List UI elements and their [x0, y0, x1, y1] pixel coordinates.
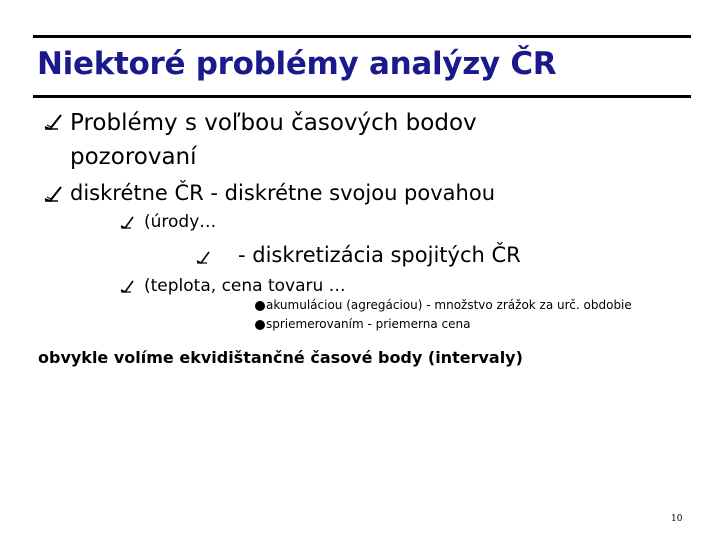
checkmark-icon [120, 216, 134, 229]
checkmark-icon [196, 251, 210, 264]
bottom-rule [33, 95, 691, 98]
bullet-dot-icon [255, 320, 265, 330]
bullet-problems-line2: pozorovaní [70, 144, 197, 170]
sub-bullet-temperature: (teplota, cena tovaru … [144, 276, 346, 296]
sub-bullet-harvest: (úrody… [144, 212, 217, 232]
checkmark-icon [44, 186, 62, 202]
checkmark-icon [44, 114, 62, 130]
sub-bullet-discretization: - diskretizácia spojitých ČR [238, 243, 521, 267]
bullet-discrete: diskrétne ČR - diskrétne svojou povahou [70, 181, 496, 205]
conclusion-text: obvykle volíme ekvidištančné časové body (intervaly) [38, 348, 523, 367]
top-rule [33, 35, 691, 38]
bullet-dot-icon [255, 301, 265, 311]
slide-title: Niektoré problémy analýzy ČR [37, 46, 557, 82]
checkmark-icon [120, 280, 134, 293]
sub-sub-bullet-averaging: spriemerovaním - priemerna cena [266, 317, 471, 331]
sub-sub-bullet-accumulation: akumuláciou (agregáciou) - množstvo zrážok za urč. obdobie [266, 298, 632, 312]
page-number: 10 [671, 514, 683, 524]
bullet-problems-line1: Problémy s voľbou časových bodov [70, 110, 477, 136]
